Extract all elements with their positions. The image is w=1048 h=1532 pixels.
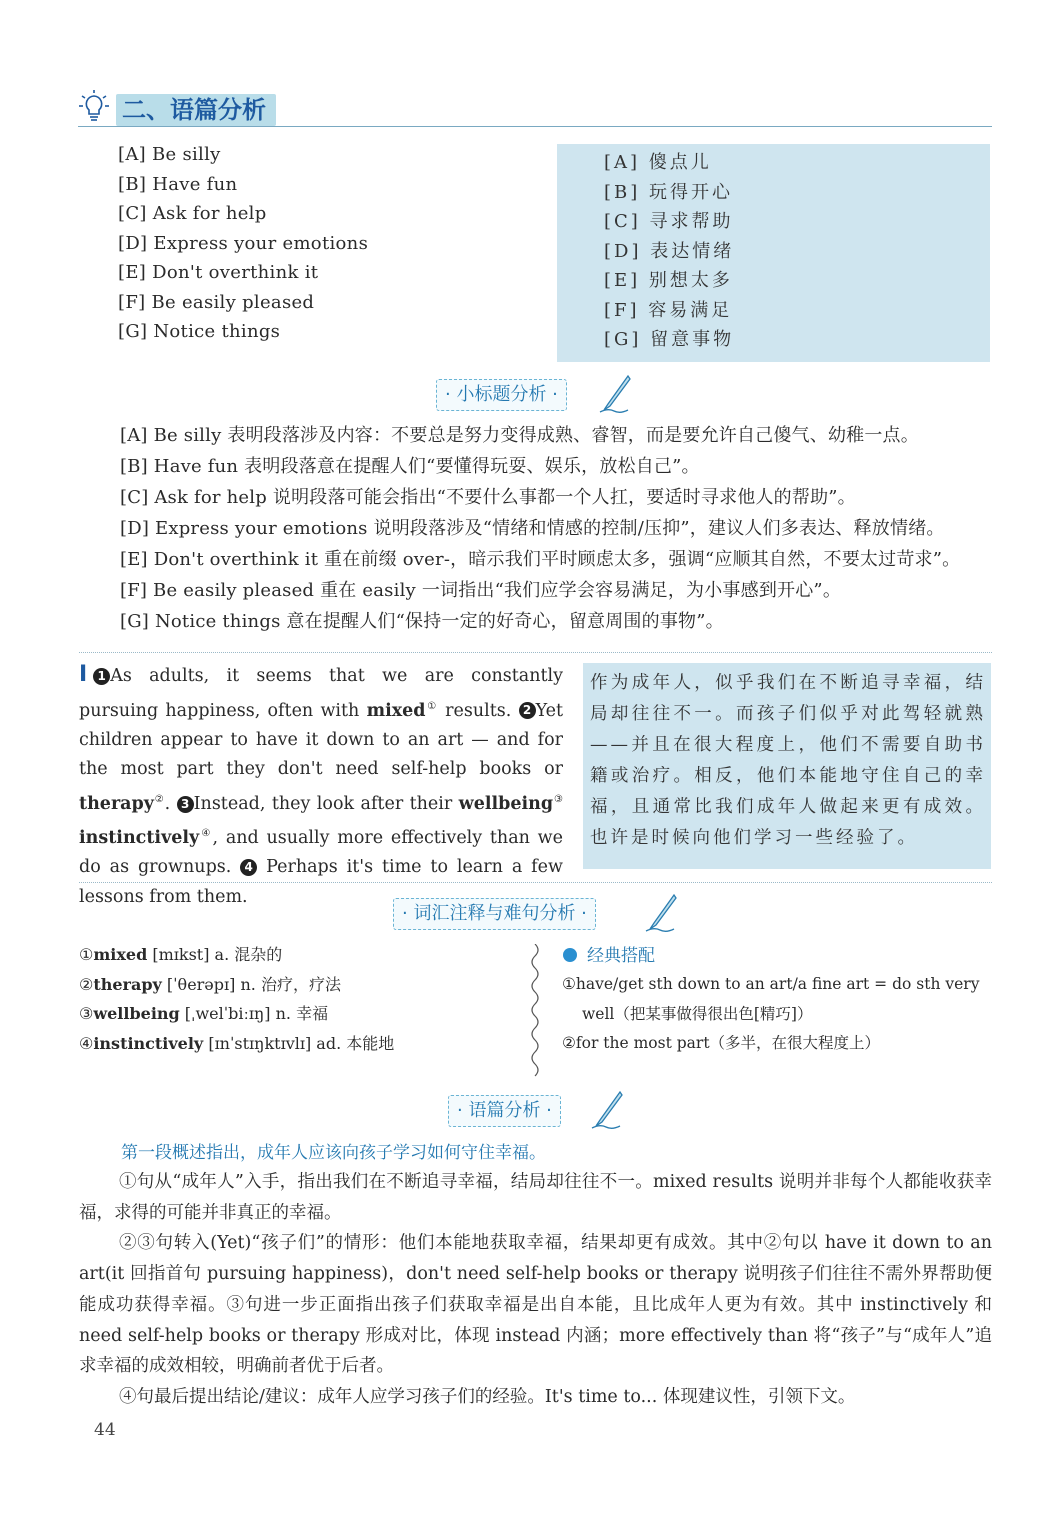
footnote-marker: ④: [199, 828, 213, 840]
list-item: [F] 容易满足: [604, 299, 733, 321]
lightbulb-icon: [78, 90, 110, 124]
pen-icon: [598, 374, 632, 414]
list-item: [E] Don't overthink it: [118, 262, 319, 283]
header-rule: [78, 126, 992, 127]
vocab-definition: [ˈθerəpɪ] n. 治疗，疗法: [161, 974, 341, 994]
list-item: [B] Have fun: [118, 173, 238, 195]
list-item: [79, 940, 394, 970]
paragraph: ②③句转入(Yet)“孩子们”的情形：他们本能地获取幸福，结果却更有成效。其中②句以 have it down to an art(it 回指首句 pursuing happiness)，don't need self-help books or therapy 说明孩子们往往不需外界帮助便能成功获得幸福。③句进一步正面指出孩子们获取幸福是出自本能，且比成年人更为有效。其中 instinctively 和 need self-help books or therapy 形成对比，体现 instead 内涵；more effectively than 将“孩子”与“成年人”追求幸福的成效相较，明确前者优于后者。: [79, 1233, 992, 1377]
bullet-icon: [563, 948, 577, 962]
list-item: [F] Be easily pleased: [118, 291, 315, 313]
vocab-number: ④: [79, 1033, 94, 1053]
sentence-text: As adults, it seems that we are constantly pursuing happiness, often with: [79, 666, 563, 721]
vocab-word: wellbeing: [458, 793, 554, 814]
vocab-number: ②: [79, 974, 94, 994]
collocation-list: [562, 970, 992, 1059]
divider: [79, 882, 992, 883]
discourse-body: [79, 1167, 992, 1413]
collocation-title: [563, 942, 655, 970]
page-number: 44: [94, 1420, 116, 1440]
footnote-marker: ③: [553, 793, 563, 805]
pen-icon: [644, 893, 678, 933]
vocab-word: mixed: [93, 945, 148, 964]
list-item: [G] 留意事物: [604, 329, 735, 350]
passage-paragraph: [79, 660, 563, 912]
vocab-word: wellbeing: [93, 1004, 180, 1023]
sentence-text: Perhaps it's time to learn a few lessons from them.: [79, 857, 563, 907]
list-item: [A] Be silly 表明段落涉及内容：不要总是努力变得成熟、睿智，而是要允许自己傻气、幼稚一点。: [120, 425, 919, 446]
list-item: [G] Notice things: [118, 321, 281, 342]
list-item: [D] 表达情绪: [604, 240, 735, 262]
headings-chinese-list: [604, 148, 734, 355]
subtitle-analysis-heading: · 小标题分析 ·: [436, 379, 567, 411]
vocab-definition: [ɪnˈstɪŋktɪvlɪ] ad. 本能地: [203, 1033, 395, 1053]
list-item: [C] Ask for help 说明段落可能会指出“不要什么事都一个人扛，要适时寻求他人的帮助”。: [120, 487, 856, 508]
wavy-divider: [529, 944, 541, 1078]
discourse-analysis-heading: · 语篇分析 ·: [448, 1095, 561, 1127]
vocab-definition: [mɪkst] a. 混杂的: [147, 945, 283, 964]
section-title: 二、语篇分析: [116, 94, 276, 126]
sentence-text: results.: [437, 700, 512, 721]
list-item: [C] 寻求帮助: [604, 211, 734, 232]
footnote-marker: ②: [153, 793, 165, 805]
passage-translation: 作为成年人，似乎我们在不断追寻幸福，结局却往往不一。而孩子们似乎对此驾轻就熟——并且在很大程度上，他们不需要自助书籍或治疗。相反，他们本能地守住自己的幸福，且通常比我们成年人做起来更有成效。也许是时候向他们学习一些经验了。: [590, 673, 986, 848]
section-number: I: [79, 662, 88, 687]
collocation-title-text: 经典搭配: [587, 946, 655, 966]
sentence-text: Yet children appear to have it down to an art — and for the most part they don't need self-help books or: [79, 700, 563, 780]
vocab-list: [79, 940, 394, 1058]
vocab-word: mixed: [366, 700, 426, 721]
heading-analysis-list: [120, 420, 960, 637]
list-item: [A] Be silly: [118, 144, 221, 165]
list-item: [G] Notice things 意在提醒人们“保持一定的好奇心，留意周围的事物”。: [120, 611, 724, 632]
sentence-number: 1: [93, 668, 110, 685]
list-item: [79, 1029, 394, 1059]
paragraph: ①句从“成年人”入手，指出我们在不断追寻幸福，结局却往往不一。mixed results 说明并非每个人都能收获幸福，求得的可能并非真正的幸福。: [79, 1172, 992, 1223]
sentence-text: , and usually more effectively than we do as grownups.: [79, 827, 563, 878]
divider: [79, 652, 992, 653]
list-item: ①have/get sth down to an art/a fine art = do sth very well（把某事做得很出色[精巧]）: [562, 975, 980, 1023]
list-item: [79, 999, 394, 1029]
paragraph: ④句最后提出结论/建议：成年人应学习孩子们的经验。It's time to... 体现建议性，引领下文。: [119, 1386, 856, 1407]
sentence-text: .: [164, 793, 171, 814]
vocab-word: instinctively: [93, 1033, 204, 1053]
discourse-summary: 第一段概述指出，成年人应该向孩子学习如何守住幸福。: [121, 1143, 546, 1163]
vocab-number: ③: [79, 1004, 94, 1023]
pen-icon: [590, 1090, 624, 1130]
headings-english-list: [118, 140, 368, 347]
vocab-word: therapy: [93, 974, 162, 994]
list-item: [E] 别想太多: [604, 270, 733, 291]
list-item: [D] Express your emotions 说明段落涉及“情绪和情感的控制/压抑”，建议人们多表达、释放情绪。: [120, 518, 945, 539]
list-item: [D] Express your emotions: [118, 232, 369, 254]
list-item: [79, 970, 394, 1000]
vocab-definition: [ˌwelˈbiːɪŋ] n. 幸福: [179, 1004, 329, 1023]
list-item: [E] Don't overthink it 重在前缀 over-，暗示我们平时顾虑太多，强调“应顺其自然，不要太过苛求”。: [120, 549, 961, 570]
list-item: [A] 傻点儿: [604, 152, 712, 173]
sentence-text: Instead, they look after their: [193, 793, 459, 814]
list-item: [C] Ask for help: [118, 203, 267, 224]
list-item: [F] Be easily pleased 重在 easily 一词指出“我们应学会容易满足，为小事感到开心”。: [120, 580, 842, 601]
vocab-number: ①: [79, 945, 94, 964]
sentence-number: 4: [240, 859, 257, 876]
sentence-number: 3: [177, 796, 194, 813]
footnote-marker: ①: [425, 700, 438, 712]
sentence-number: 2: [519, 702, 536, 719]
vocab-word: instinctively: [79, 827, 200, 848]
vocab-analysis-heading: · 词汇注释与难句分析 ·: [393, 898, 596, 930]
list-item: [B] 玩得开心: [604, 181, 733, 203]
vocab-word: therapy: [79, 793, 154, 814]
list-item: [B] Have fun 表明段落意在提醒人们“要懂得玩耍、娱乐，放松自己”。: [120, 456, 700, 477]
list-item: ②for the most part（多半，在很大程度上）: [562, 1034, 881, 1052]
